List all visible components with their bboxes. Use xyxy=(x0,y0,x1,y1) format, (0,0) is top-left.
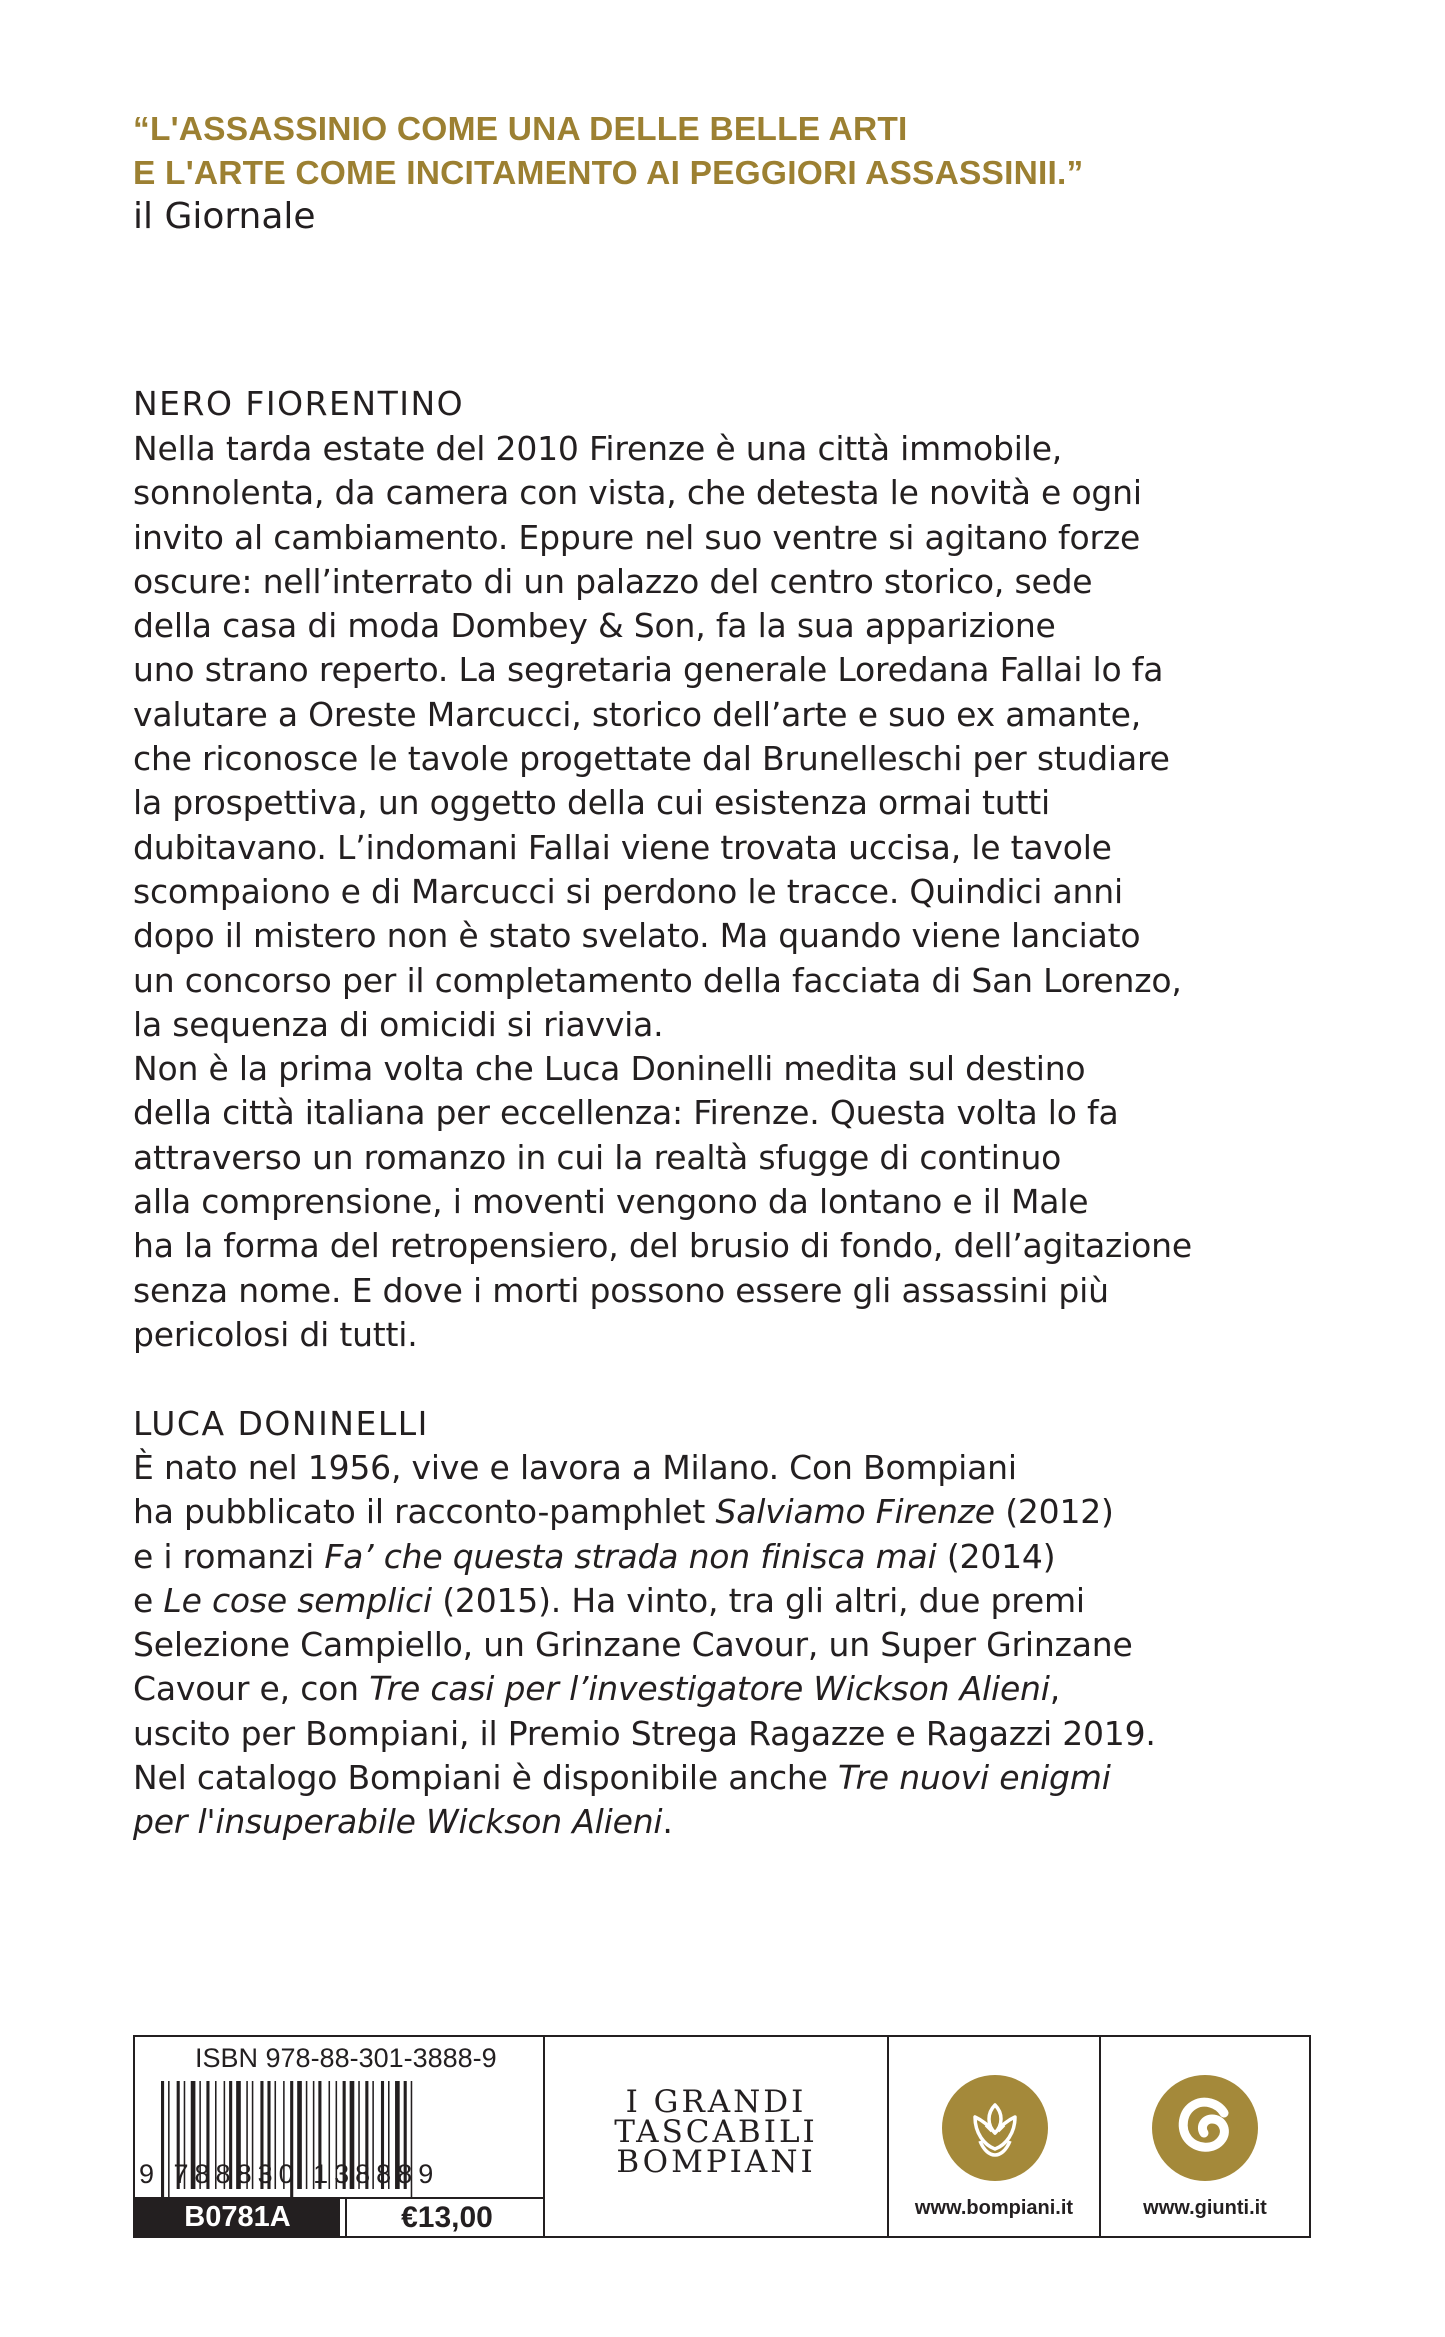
synopsis-line: attraverso un romanzo in cui la realtà sfugge di continuo xyxy=(133,1137,1062,1177)
giunti-website: www.giunti.it xyxy=(1143,2197,1267,2219)
barcode-cell xyxy=(135,2037,545,2236)
synopsis-text xyxy=(133,427,1333,1357)
back-cover-info-box xyxy=(133,2035,1311,2238)
series-cell xyxy=(545,2037,889,2236)
bio-line: Nel catalogo Bompiani è disponibile anche Tre nuovi enigmi xyxy=(133,1758,1111,1798)
synopsis-line: pericolosi di tutti. xyxy=(133,1314,418,1354)
synopsis-line: che riconosce le tavole progettate dal Brunelleschi per studiare xyxy=(133,739,1170,779)
bio-line: Cavour e, con Tre casi per l’investigatore Wickson Alieni, xyxy=(133,1669,1061,1709)
bio-line: per l'insuperabile Wickson Alieni. xyxy=(133,1802,673,1842)
synopsis-line: la prospettiva, un oggetto della cui esistenza ormai tutti xyxy=(133,783,1050,823)
quote-line-1: “L'ASSASSINIO COME UNA DELLE BELLE ARTI xyxy=(133,111,908,148)
synopsis-line: la sequenza di omicidi si riavvia. xyxy=(133,1004,664,1044)
synopsis-line: ha la forma del retropensiero, del brusio di fondo, dell’agitazione xyxy=(133,1226,1192,1266)
cover-quote xyxy=(133,108,1083,196)
synopsis-title: NERO FIORENTINO xyxy=(133,384,465,423)
synopsis-line: Nella tarda estate del 2010 Firenze è una città immobile, xyxy=(133,429,1063,468)
synopsis-line: valutare a Oreste Marcucci, storico dell’arte e suo ex amante, xyxy=(133,694,1142,734)
quote-line-2: E L'ARTE COME INCITAMENTO AI PEGGIORI ASSASSINII.” xyxy=(133,155,1084,192)
product-code: B0781A xyxy=(135,2199,340,2236)
bio-line: ha pubblicato il racconto-pamphlet Salviamo Firenze (2012) xyxy=(133,1492,1114,1532)
synopsis-line: della casa di moda Dombey & Son, fa la sua apparizione xyxy=(133,606,1056,646)
synopsis-line: alla comprensione, i moventi vengono da lontano e il Male xyxy=(133,1182,1089,1222)
barcode-digits: 9 788830 138889 xyxy=(139,2159,440,2189)
synopsis-line: un concorso per il completamento della facciata di San Lorenzo, xyxy=(133,960,1182,1000)
synopsis-line: invito al cambiamento. Eppure nel suo ventre si agitano forze xyxy=(133,517,1141,557)
bio-line: e i romanzi Fa’ che questa strada non finisca mai (2014) xyxy=(133,1536,1056,1576)
bio-line: Selezione Campiello, un Grinzane Cavour, un Super Grinzane xyxy=(133,1625,1133,1665)
spiral-logo-icon xyxy=(1152,2075,1258,2181)
synopsis-line: scompaiono e di Marcucci si perdono le tracce. Quindici anni xyxy=(133,871,1123,911)
bompiani-cell xyxy=(889,2037,1101,2236)
synopsis-line: dubitavano. L’indomani Fallai viene trovata uccisa, le tavole xyxy=(133,827,1112,867)
synopsis-line: uno strano reperto. La segretaria generale Loredana Fallai lo fa xyxy=(133,650,1164,690)
series-name: I GRANDI TASCABILI BOMPIANI xyxy=(614,2084,818,2180)
synopsis-line: della città italiana per eccellenza: Firenze. Questa volta lo fa xyxy=(133,1093,1119,1133)
bio-line: È nato nel 1956, vive e lavora a Milano. Con Bompiani xyxy=(133,1448,1017,1487)
author-bio xyxy=(133,1446,1333,1845)
author-title: LUCA DONINELLI xyxy=(133,1404,429,1443)
synopsis-line: sonnolenta, da camera con vista, che detesta le novità e ogni xyxy=(133,473,1142,513)
synopsis-line: dopo il mistero non è stato svelato. Ma quando viene lanciato xyxy=(133,916,1141,956)
synopsis-line: Non è la prima volta che Luca Doninelli medita sul destino xyxy=(133,1049,1086,1089)
synopsis-line: oscure: nell’interrato di un palazzo del centro storico, sede xyxy=(133,561,1093,601)
quote-source: il Giornale xyxy=(133,196,316,237)
synopsis-line: senza nome. E dove i morti possono essere gli assassini più xyxy=(133,1270,1109,1310)
bio-line: e Le cose semplici (2015). Ha vinto, tra gli altri, due premi xyxy=(133,1580,1085,1620)
price: €13,00 xyxy=(345,2199,547,2236)
bio-line: uscito per Bompiani, il Premio Strega Ragazze e Ragazzi 2019. xyxy=(133,1713,1156,1753)
isbn-label: ISBN 978-88-301-3888-9 xyxy=(195,2043,497,2073)
bompiani-website: www.bompiani.it xyxy=(914,2197,1074,2219)
giunti-cell xyxy=(1101,2037,1309,2236)
flower-logo-icon xyxy=(942,2075,1048,2181)
